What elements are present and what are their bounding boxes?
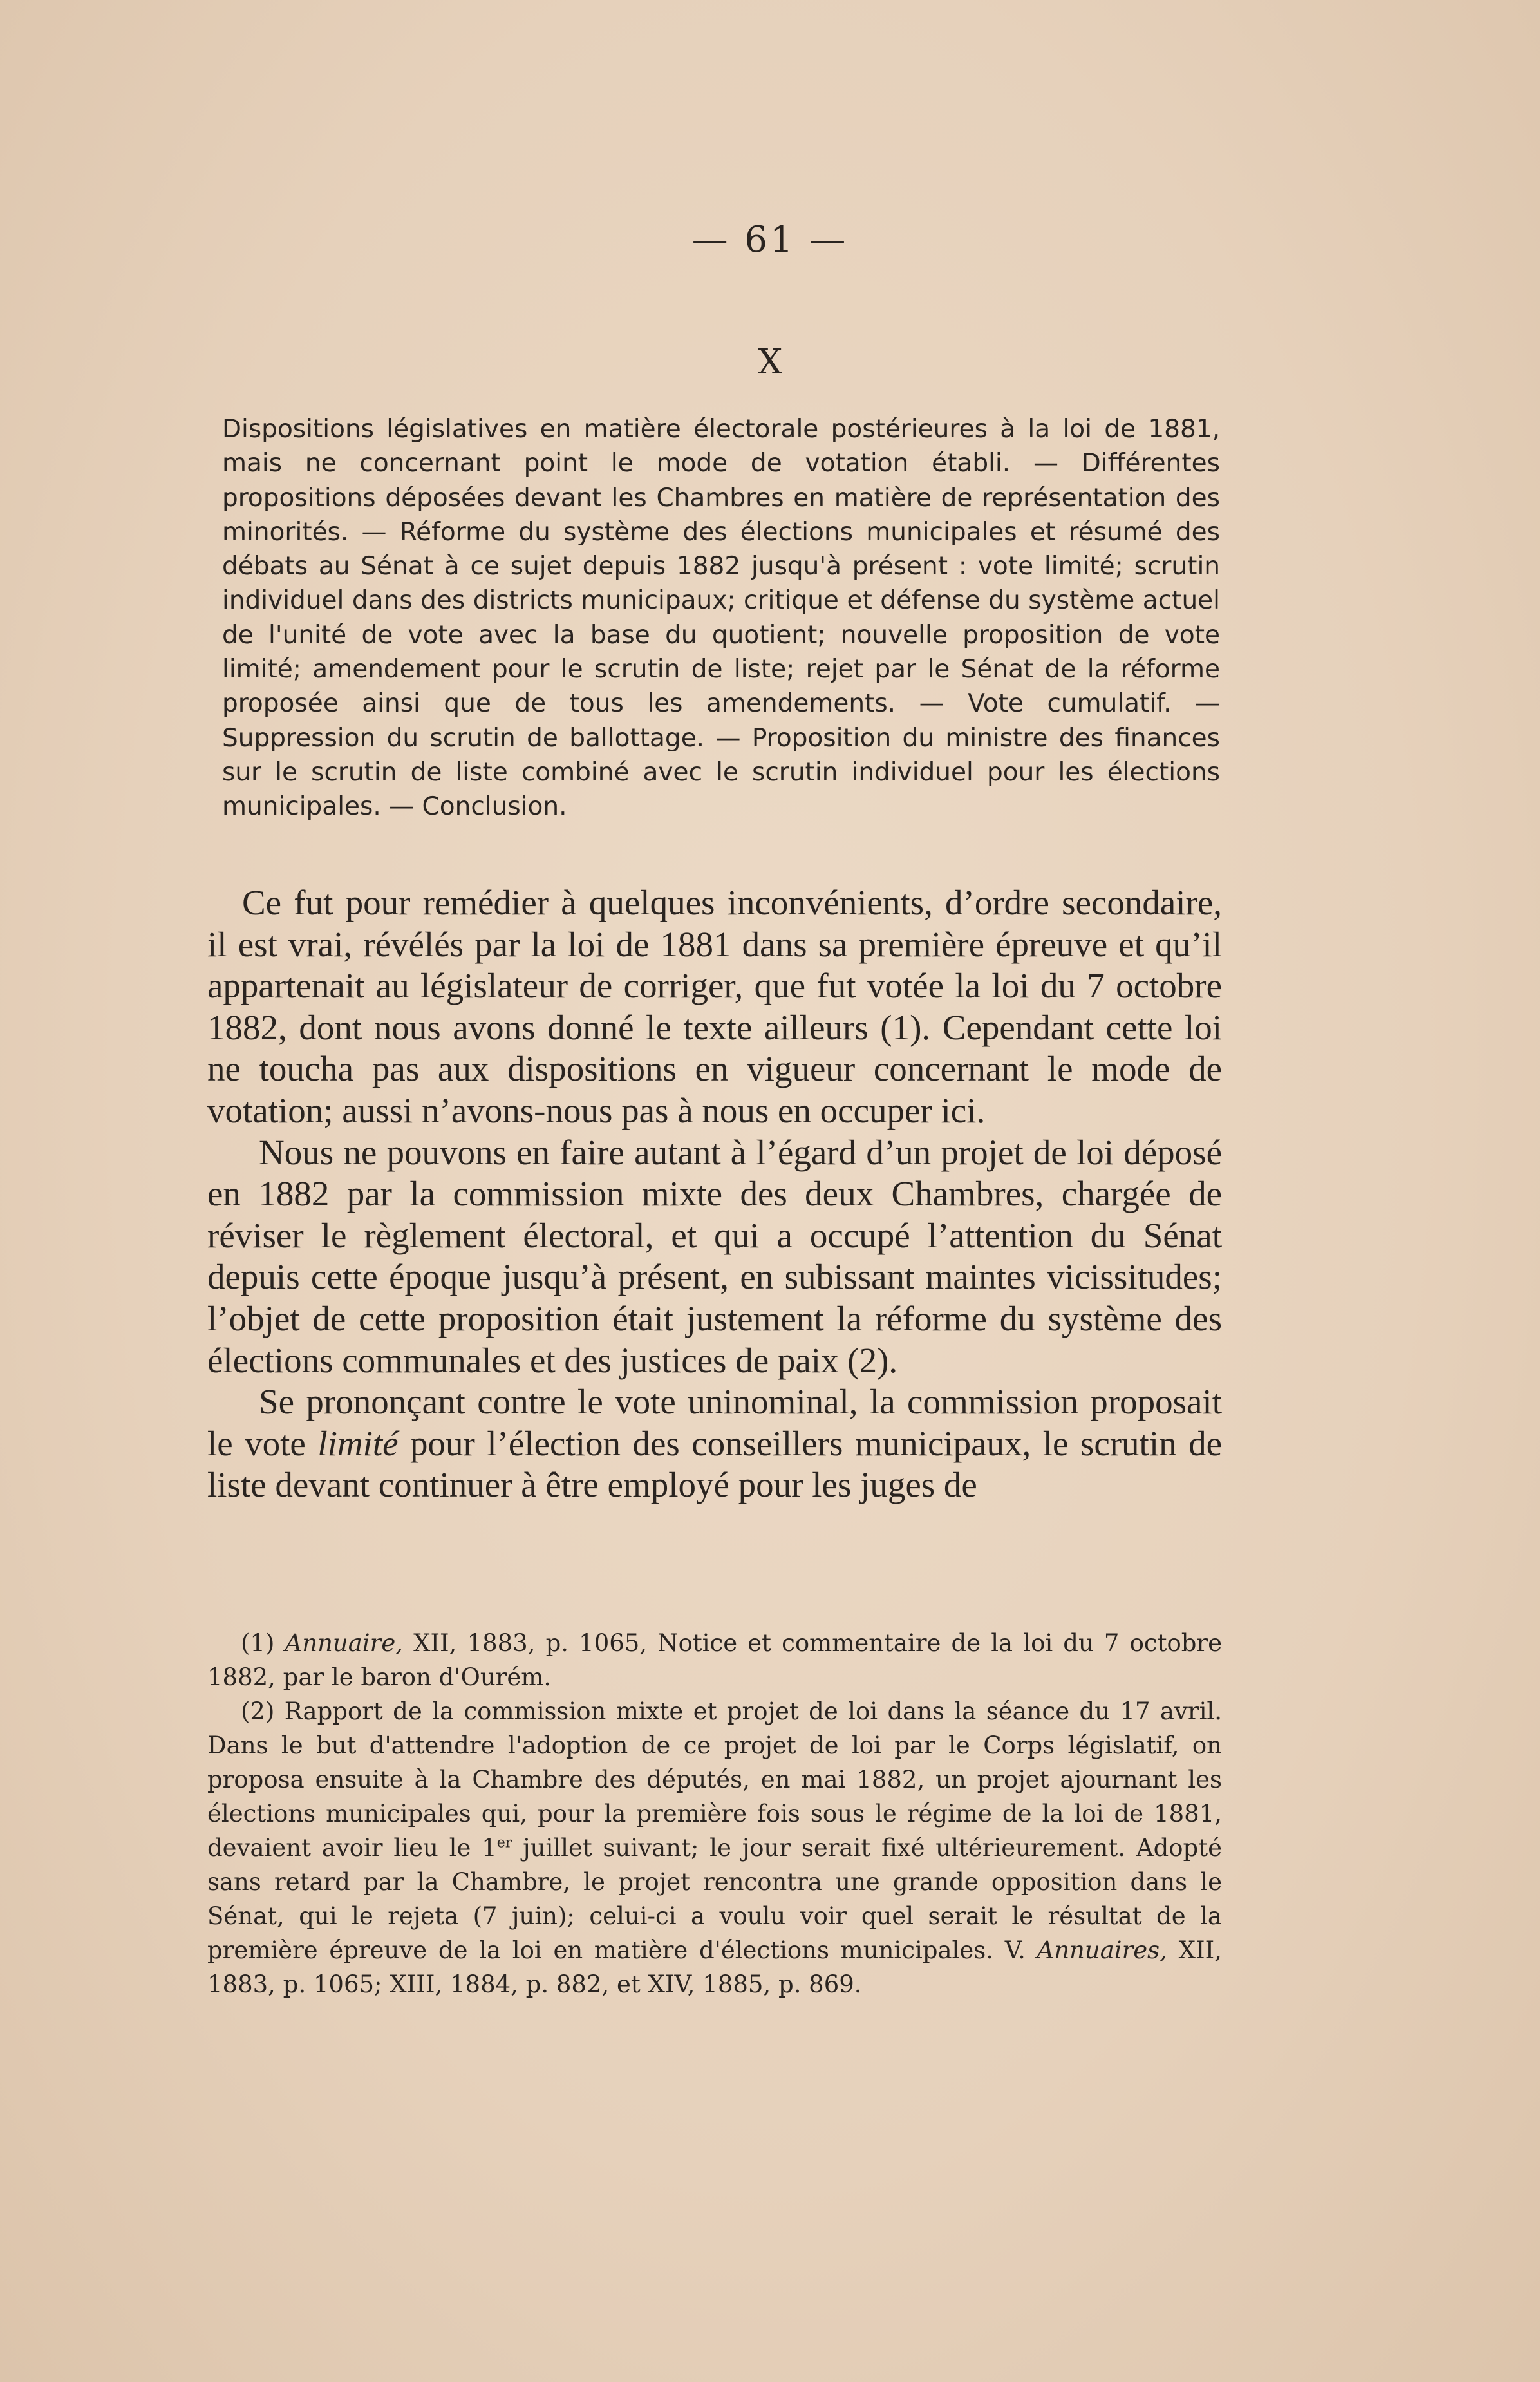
footnote-1 xyxy=(207,1626,1222,1694)
footnote-2-text-start: (2) Rapport de la commission mixte et projet de loi dans la séance du 17 avril. Dans le but d'attendre l'adoption de ce projet de loi par le Corps législatif, on proposa ensuite à la Chambre des députés, en mai 1882, un projet ajournant les élections municipales qui, pour la première fois sous le régime de la loi de 1881, devaient avoir lieu le 1 xyxy=(207,1697,1222,1862)
paragraph-1: Ce fut pour remédier à quelques inconvénients, d’ordre secondaire, il est vrai, révélés par la loi de 1881 dans sa première épreuve et qu’il appartenait au législateur de corriger, que fut votée la loi du 7 octobre 1882, dont nous avons donné le texte ailleurs (1). Cependant cette loi ne toucha pas aux dispositions en vigueur concernant le mode de votation; aussi n’avons-nous pas à nous en occuper ici. xyxy=(207,883,1222,1130)
footnote-2-text-end: XII, 1883, p. 1065; XIII, 1884, p. 882, et XIV, 1885, p. 869. xyxy=(207,1936,1222,1998)
footnote-2 xyxy=(207,1694,1222,2001)
page-number: — 61 — xyxy=(691,219,849,261)
chapter-summary: Dispositions législatives en matière électorale postérieures à la loi de 1881, mais ne concernant point le mode de votation établi. — Différentes propositions déposées devant les Chambres en matière de représentation des minorités. — Réforme du système des élections municipales et résumé des débats au Sénat à ce sujet depuis 1882 jusqu'à présent : vote limité; scrutin individuel dans des districts municipaux; critique et défense du système actuel de l'unité de vote avec la base du quotient; nouvelle proposition de vote limité; amendement pour le scrutin de liste; rejet par le Sénat de la réforme proposée ainsi que de tous les amendements. — Vote cumulatif. — Suppression du scrutin de ballottage. — Proposition du ministre des finances sur le scrutin de liste combiné avec le scrutin individuel pour les élections municipales. — Conclusion. xyxy=(222,415,1220,822)
paragraph-3-end: pour l’élection des conseillers municipaux, le scrutin de liste devant continuer à être employé pour les juges de xyxy=(207,1423,1222,1505)
paragraph-2: Nous ne pouvons en faire autant à l’égard d’un projet de loi déposé en 1882 par la commission mixte des deux Chambres, chargée de réviser le règlement électoral, et qui a occupé l’attention du Sénat depuis cette époque jusqu’à présent, en subissant maintes vicissitudes; l’objet de cette proposition était justement la réforme du système des élections communales et des justices de paix (2). xyxy=(207,1132,1222,1380)
footnote-2-title: Annuaires, xyxy=(1037,1936,1167,1964)
footnotes xyxy=(207,1626,1222,2001)
footnote-1-text: XII, 1883, p. 1065, Notice et commentaire de la loi du 7 octobre 1882, par le baron d'Ourém. xyxy=(207,1629,1222,1691)
paragraph-3-start: Se prononçant contre le vote uninominal, la commission proposait le vote xyxy=(207,1382,1222,1463)
footnote-2-superscript: er xyxy=(496,1835,512,1851)
footnote-1-title: Annuaire, xyxy=(285,1629,403,1657)
body-text xyxy=(207,882,1222,1506)
section-title: X xyxy=(757,341,783,382)
paragraph-3-emphasis: limité xyxy=(317,1423,399,1463)
footnote-2-text-middle: juillet suivant; le jour serait fixé ultérieurement. Adopté sans retard par la Chambre, le projet rencontra une grande opposition dans le Sénat, qui le rejeta (7 juin); celui-ci a voulu voir quel serait le résultat de la première épreuve de la loi en matière d'élections municipales. V. xyxy=(207,1834,1222,1964)
footnote-1-marker: (1) xyxy=(241,1629,285,1657)
paragraph-3 xyxy=(207,1381,1222,1506)
